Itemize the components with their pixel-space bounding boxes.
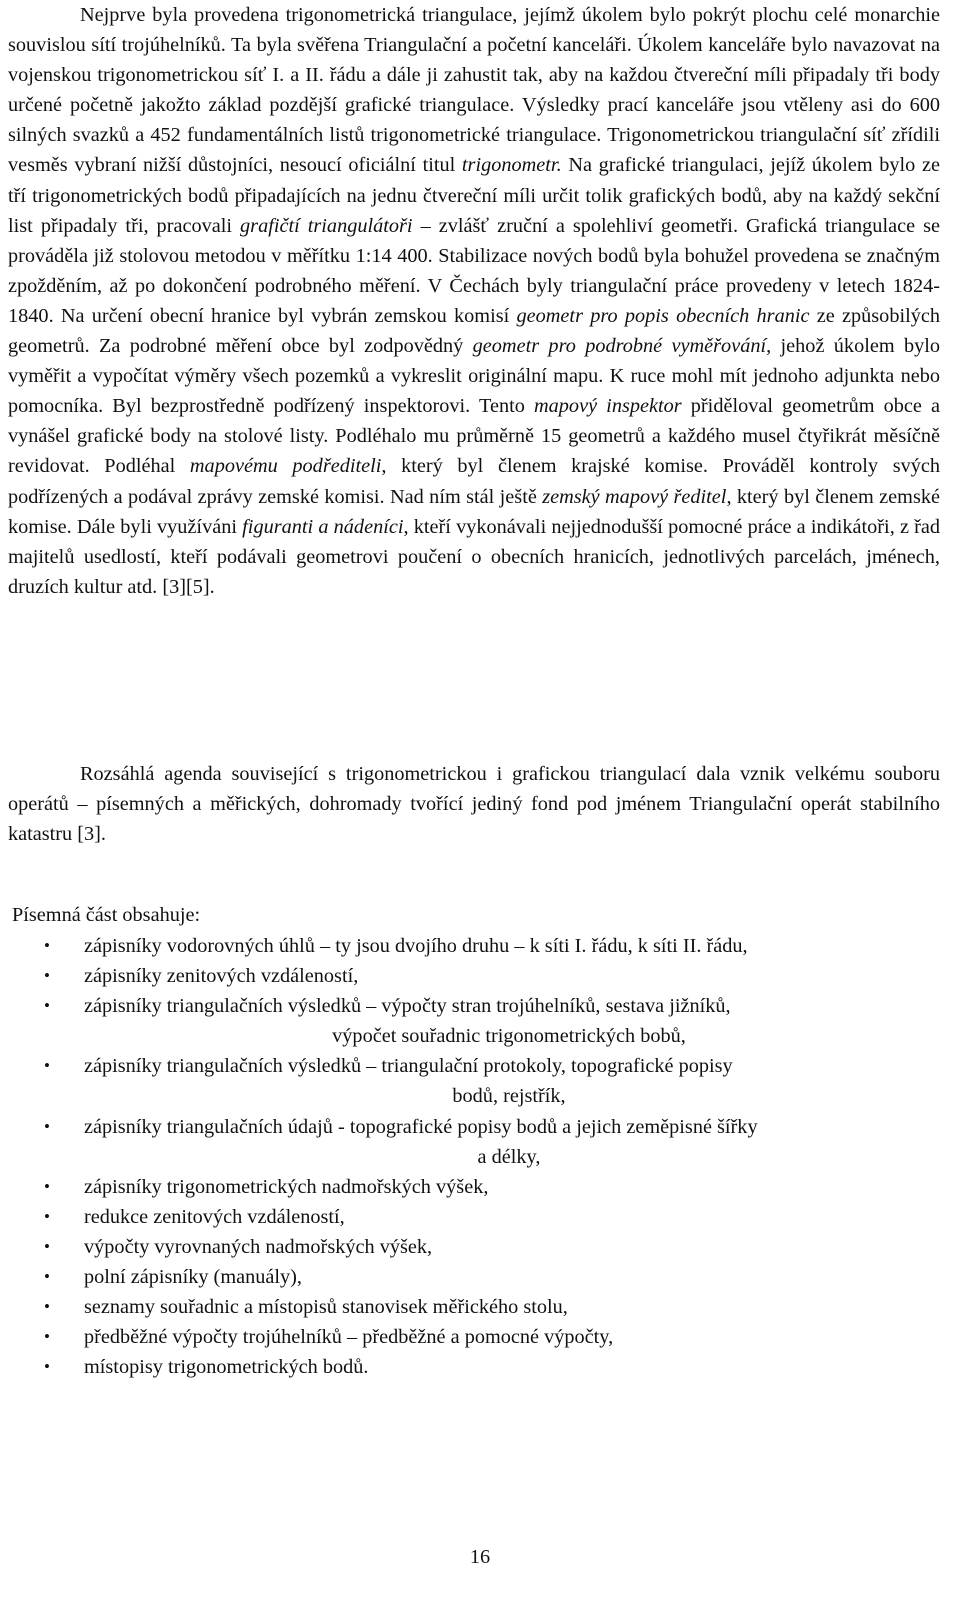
bullet-icon: • — [44, 966, 50, 986]
text-segment: , který byl členem zemské komise. Dále byli využíváni — [8, 485, 940, 538]
text-segment: Na grafické triangulaci, jejíž úkolem bylo ze tří trigonometrických bodů připadajících na jednu čtvereční míli určit tolik grafických bodů, aby na každý sekční list připadaly tři, pracovali — [8, 154, 940, 237]
italic-term: zemský mapový ředitel — [542, 485, 727, 508]
italic-term: mapový inspektor — [534, 395, 682, 418]
list-item: • zápisníky trigonometrických nadmořských výšek, — [0, 1172, 945, 1202]
list-item: • předběžné výpočty trojúhelníků – předběžné a pomocné výpočty, — [0, 1322, 945, 1352]
bullet-icon: • — [44, 1267, 50, 1287]
list-item: • redukce zenitových vzdáleností, — [0, 1202, 945, 1232]
list-item: • zápisníky triangulačních výsledků – výpočty stran trojúhelníků, sestava jižníků, výpočet souřadnic trigonometrických bobů, — [0, 991, 945, 1051]
bullet-icon: • — [44, 1327, 50, 1347]
list-item: • zápisníky triangulačních údajů - topografické popisy bodů a jejich zeměpisné šířky a délky, — [0, 1112, 945, 1172]
text-segment: , který byl členem krajské komise. Prováděl kontroly svých podřízených a podával zprávy zemské komisi. Nad ním stál ještě — [8, 455, 941, 508]
bullet-icon: • — [44, 1236, 50, 1256]
list-heading: Písemná část obsahuje: — [12, 904, 201, 926]
italic-term: grafičtí triangulátoři — [240, 214, 413, 237]
bullet-icon: • — [44, 996, 50, 1016]
italic-term: mapovému podřediteli — [189, 455, 382, 478]
bullet-icon: • — [44, 1116, 50, 1136]
text-segment: – zvlášť zruční a spolehliví geometři. Grafická triangulace se prováděla již stolovou metodou v měřítku 1:14 400. Stabilizace nových bodů byla bohužel provedena se značným zpožděním, až po dokončení podrobného měření. V Čechách byly triangulační práce provedeny v letech 1824-1840. Na určení obecní hranice byl vybrán zemskou komisí — [8, 214, 940, 327]
bullet-icon: • — [44, 1176, 50, 1196]
bullet-icon: • — [44, 1056, 50, 1076]
list-item: • zápisníky zenitových vzdáleností, — [0, 961, 945, 991]
bullet-icon: • — [44, 1297, 50, 1317]
bullet-icon: • — [44, 936, 50, 955]
text-segment: , jehož úkolem bylo vyměřit a vypočítat výměry všech pozemků a vykreslit originální mapu. K ruce mohl mít jednoho adjunkta nebo pomocníka. Byl bezprostředně podřízený inspektorovi. Tento — [8, 335, 941, 418]
list-item: • polní zápisníky (manuály), — [0, 1262, 945, 1292]
paragraph-operat: Rozsáhlá agenda související s trigonometrickou i grafickou triangulací dala vznik velkému souboru operátů – písemných a měřických, dohromady tvořící jediný fond pod jménem Triangulační operát stabilního katastru [3]. — [8, 763, 940, 846]
list-item-continuation: a délky, — [477, 1145, 541, 1168]
written-part-list — [0, 931, 945, 1382]
list-item-continuation: bodů, rejstřík, — [452, 1085, 566, 1108]
list-item: • seznamy souřadnic a místopisů stanovisek měřického stolu, — [0, 1292, 945, 1322]
bullet-icon: • — [44, 1357, 50, 1377]
paragraph-triangulation — [8, 0, 940, 602]
text-segment: Nejprve byla provedena trigonometrická triangulace, jejímž úkolem bylo pokrýt plochu celé monarchie souvislou sítí trojúhelníků. Ta byla svěřena Triangulační a početní kanceláři. Úkolem kanceláře bylo navazovat na vojenskou trigonometrickou síť I. a II. řádu a dále ji zahustit tak, aby na každou čtvereční míli připadaly tři body určené početně jakožto základ pozdější grafické triangulace. Výsledky prací kanceláře jsou vtěleny asi do 600 silných svazků a 452 fundamentálních listů trigonometrické triangulace. Trigonometrickou triangulační síť zřídili vesměs vybraní nižší důstojníci, nesoucí oficiální titul — [8, 4, 940, 177]
list-item: • zápisníky triangulačních výsledků – triangulační protokoly, topografické popisy bodů, rejstřík, — [0, 1051, 945, 1111]
italic-term: trigonometr. — [461, 154, 562, 177]
list-item-continuation: výpočet souřadnic trigonometrických bobů, — [332, 1025, 686, 1048]
list-item: • zápisníky vodorovných úhlů – ty jsou dvojího druhu – k síti I. řádu, k síti II. řádu, — [0, 931, 945, 961]
bullet-icon: • — [44, 1206, 50, 1226]
page-number: 16 — [469, 1546, 491, 1568]
list-item: • výpočty vyrovnaných nadmořských výšek, — [0, 1232, 945, 1262]
italic-term: figuranti a nádeníci — [242, 515, 404, 538]
italic-term: geometr pro podrobné vyměřování — [472, 335, 767, 358]
text-segment: přiděloval geometrům obce a vynášel grafické body na stolové listy. Podléhalo mu průměrně 15 geometrů a každého musel čtyřikrát měsíčně revidovat. Podléhal — [8, 395, 940, 478]
text-segment: ze způsobilých geometrů. Za podrobné měření obce byl zodpovědný — [8, 304, 941, 358]
list-item: • místopisy trigonometrických bodů. — [0, 1352, 945, 1382]
text-segment: , kteří vykonávali nejjednodušší pomocné práce a indikátoři, z řad majitelů usedlostí, kteří podávali geometrovi poučení o obecních hranicích, jednotlivých parcelách, jménech, druzích kultur atd. [3][5]. — [8, 515, 941, 598]
italic-term: geometr pro popis obecních hranic — [516, 304, 810, 327]
